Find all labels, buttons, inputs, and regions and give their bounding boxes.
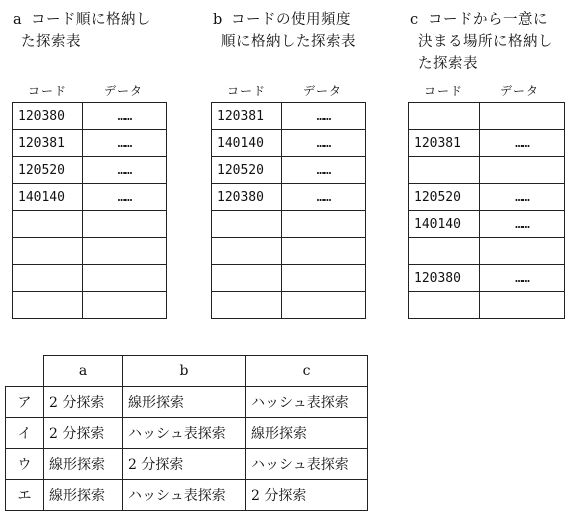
answer-cell: 2 分探索 — [246, 480, 368, 511]
code-cell: 140140 — [409, 211, 480, 238]
answer-cell: 線形探索 — [44, 480, 123, 511]
code-cell: 120520 — [409, 184, 480, 211]
answer-row-label: ウ — [6, 449, 44, 480]
code-cell — [13, 238, 83, 265]
panel-a-caption — [13, 9, 151, 53]
panel-a-letter: a — [13, 12, 23, 28]
data-cell — [480, 103, 565, 130]
code-cell — [212, 211, 282, 238]
answer-cell: 線形探索 — [246, 418, 368, 449]
panel-c-letter: c — [410, 12, 419, 28]
code-cell — [409, 292, 480, 319]
answer-table — [5, 355, 368, 511]
data-cell — [480, 238, 565, 265]
data-cell — [83, 238, 167, 265]
table-row — [13, 265, 167, 292]
code-cell: 120380 — [13, 103, 83, 130]
table-row — [409, 292, 565, 319]
answer-cell: 線形探索 — [123, 387, 246, 418]
panel-a-col-data: データ — [104, 84, 144, 98]
answer-cell: ハッシュ表探索 — [123, 418, 246, 449]
table-row — [212, 211, 366, 238]
panel-a-col-code: コード — [28, 84, 68, 98]
code-cell — [212, 238, 282, 265]
answer-header-a: a — [44, 356, 123, 387]
answer-row — [6, 387, 368, 418]
table-row — [212, 265, 366, 292]
code-cell — [212, 292, 282, 319]
code-cell — [409, 103, 480, 130]
data-cell — [83, 265, 167, 292]
table-row — [13, 103, 167, 130]
answer-header-c: c — [246, 356, 368, 387]
data-cell: …… — [282, 157, 366, 184]
code-cell — [13, 292, 83, 319]
data-cell: …… — [83, 184, 167, 211]
table-row — [409, 211, 565, 238]
data-cell: …… — [282, 130, 366, 157]
table-row — [409, 103, 565, 130]
code-cell: 120520 — [13, 157, 83, 184]
panel-b-caption-line1: コードの使用頻度 — [231, 12, 351, 28]
table-row — [409, 238, 565, 265]
table-row — [212, 184, 366, 211]
data-cell — [282, 238, 366, 265]
answer-cell: ハッシュ表探索 — [246, 387, 368, 418]
data-cell: …… — [480, 184, 565, 211]
panel-b-letter: b — [213, 12, 223, 28]
table-row — [13, 157, 167, 184]
answer-row-label: ア — [6, 387, 44, 418]
code-cell: 120381 — [13, 130, 83, 157]
code-cell: 120380 — [212, 184, 282, 211]
table-row — [212, 238, 366, 265]
code-cell: 120381 — [409, 130, 480, 157]
answer-row — [6, 449, 368, 480]
panel-c-table — [408, 102, 565, 319]
data-cell: …… — [480, 265, 565, 292]
data-cell: …… — [282, 184, 366, 211]
table-row — [13, 211, 167, 238]
data-cell: …… — [480, 211, 565, 238]
code-cell: 120380 — [409, 265, 480, 292]
code-cell — [409, 157, 480, 184]
code-cell: 140140 — [13, 184, 83, 211]
data-cell — [282, 265, 366, 292]
panel-c-caption-line1: コードから一意に — [428, 12, 548, 28]
panel-b-caption — [213, 9, 356, 53]
table-row — [13, 292, 167, 319]
answer-header-b: b — [123, 356, 246, 387]
data-cell — [83, 211, 167, 238]
table-row — [212, 130, 366, 157]
answer-cell: 2 分探索 — [123, 449, 246, 480]
data-cell — [282, 211, 366, 238]
panel-b-col-data: データ — [303, 84, 343, 98]
panel-b-caption-line2: 順に格納した探索表 — [221, 34, 356, 50]
table-row — [212, 157, 366, 184]
code-cell: 120381 — [212, 103, 282, 130]
answer-row — [6, 418, 368, 449]
answer-corner — [6, 356, 44, 387]
code-cell — [13, 265, 83, 292]
panel-c-caption — [410, 9, 553, 75]
data-cell — [83, 292, 167, 319]
code-cell: 140140 — [212, 130, 282, 157]
panel-b-table — [211, 102, 366, 319]
data-cell — [480, 292, 565, 319]
answer-row-label: エ — [6, 480, 44, 511]
table-row — [13, 130, 167, 157]
data-cell — [282, 292, 366, 319]
panel-b-col-code: コード — [227, 84, 267, 98]
answer-cell: 2 分探索 — [44, 418, 123, 449]
data-cell: …… — [480, 130, 565, 157]
answer-cell: ハッシュ表探索 — [246, 449, 368, 480]
panel-c-col-code: コード — [424, 84, 464, 98]
data-cell: …… — [282, 103, 366, 130]
panel-a-caption-line1: コード順に格納し — [31, 12, 151, 28]
data-cell — [480, 157, 565, 184]
answer-cell: 線形探索 — [44, 449, 123, 480]
panel-c-col-data: データ — [500, 84, 540, 98]
table-row — [409, 265, 565, 292]
data-cell: …… — [83, 103, 167, 130]
panel-c-caption-line3: た探索表 — [418, 56, 478, 72]
answer-row — [6, 480, 368, 511]
answer-cell: 2 分探索 — [44, 387, 123, 418]
table-row — [13, 238, 167, 265]
table-row — [409, 157, 565, 184]
code-cell — [13, 211, 83, 238]
panel-a-table — [12, 102, 167, 319]
answer-cell: ハッシュ表探索 — [123, 480, 246, 511]
data-cell: …… — [83, 130, 167, 157]
table-row — [409, 130, 565, 157]
answer-row-label: イ — [6, 418, 44, 449]
panel-a-caption-line2: た探索表 — [21, 34, 81, 50]
table-row — [212, 292, 366, 319]
code-cell: 120520 — [212, 157, 282, 184]
answer-header-row — [6, 356, 368, 387]
table-row — [409, 184, 565, 211]
table-row — [212, 103, 366, 130]
code-cell — [212, 265, 282, 292]
data-cell: …… — [83, 157, 167, 184]
table-row — [13, 184, 167, 211]
code-cell — [409, 238, 480, 265]
panel-c-caption-line2: 決まる場所に格納し — [418, 34, 553, 50]
